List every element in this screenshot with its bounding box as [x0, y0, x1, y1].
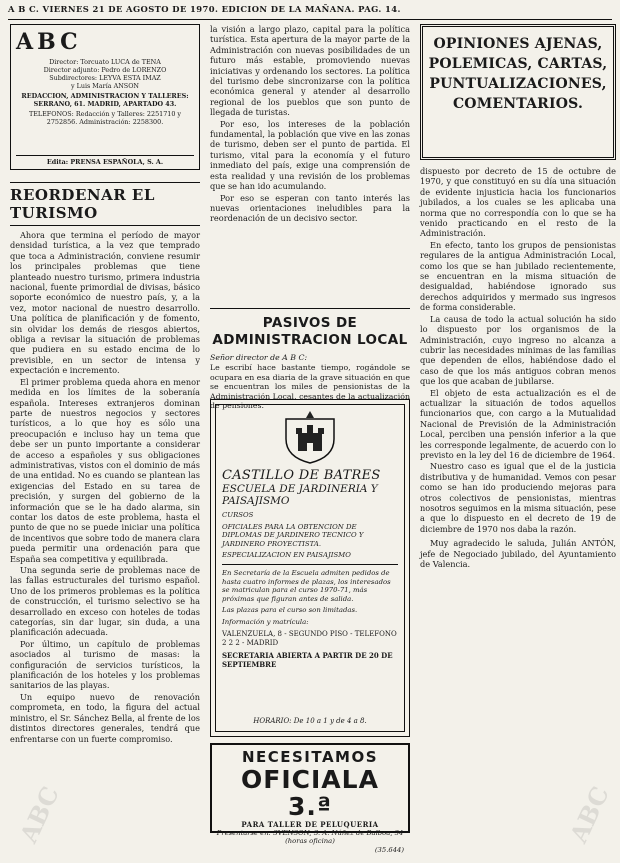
- director-line: Director: Torcuato LUCA de TENA: [49, 58, 161, 66]
- necesitamos-subtitle: PARA TALLER DE PELUQUERIA: [241, 820, 379, 829]
- right-paragraph: Nuestro caso es igual que el de la justicia distributiva y de humanidad. Vemos con pesar como se han ido produciendo mejoras para otros colectivos de pensionistas, mientras nosotros seguimos en la misma situación, pese a que lo dispuesto en el decreto de 19 de diciembre de 1970 nos daba la razón.: [420, 461, 616, 534]
- middle-column: [210, 24, 410, 859]
- page-header: A B C. VIERNES 21 DE AGOSTO DE 1970. EDICION DE LA MAÑANA. PAG. 14.: [8, 4, 401, 14]
- opinion-line: OPINIONES AJENAS,: [433, 36, 603, 52]
- necesitamos-contact: Presentarse en: SVENSON, S. A. Núñez de Balboa, 34 (horas oficina): [216, 829, 404, 846]
- batres-divider: [222, 564, 398, 565]
- masthead-staff: [16, 58, 194, 126]
- necesitamos-advertisement: [210, 743, 410, 854]
- necesitamos-position: OFICIALA 3.ª: [241, 765, 379, 821]
- batres-name: CASTILLO DE BATRES: [222, 468, 381, 483]
- pasivos-title: PASIVOS DE ADMINISTRACION LOCAL: [212, 315, 408, 348]
- batres-subtitle: ESCUELA DE JARDINERIA Y PAISAJISMO: [222, 483, 378, 507]
- mid-paragraph: Por eso se esperan con tanto interés las nuevas orientaciones ineludibles para la reordenación de un decisivo sector.: [210, 192, 410, 224]
- batres-plazas: Las plazas para el curso son limitadas.: [222, 606, 358, 615]
- batres-course-2: ESPECIALIZACION EN PAISAJISMO: [222, 551, 351, 560]
- left-article-body: [10, 230, 200, 744]
- batres-advertisement: [210, 399, 410, 737]
- subdirector-line-3: y Luis María ANSON: [70, 82, 140, 90]
- batres-hours: HORARIO: De 10 a 1 y de 4 a 8.: [253, 717, 367, 725]
- right-article-body: [420, 166, 616, 569]
- batres-address: VALENZUELA, 8 - SEGUNDO PISO - TELEFONO 2 2 2 - MADRID: [222, 629, 397, 647]
- batres-ad-inner: [215, 404, 405, 732]
- header-rule: [8, 19, 612, 20]
- left-column: [10, 24, 200, 859]
- masthead-title: ABC: [16, 29, 82, 55]
- subdirector-line: Director adjunto: Pedro de LORENZO: [43, 66, 167, 74]
- left-paragraph: Una segunda serie de problemas nace de las fallas estructurales del turismo español. Uno de los primeros problemas es la política de construcción, el turismo selectivo se ha desarrollado en exceso con hoteles de todas categorías, sin dar lugar, sin duda, a una planificación adecuada.: [10, 565, 200, 638]
- necesitamos-title: NECESITAMOS: [241, 748, 379, 766]
- left-paragraph: Un equipo nuevo de renovación comprometa, en todo, la figura del actual ministro, el Sr. Sánchez Bella, al frente de los distintos directores generales, tendrá que enfrentarse con un fuerte compromiso.: [10, 691, 200, 744]
- right-paragraph: La causa de todo la actual solución ha sido lo dispuesto por los organismos de la Administración, cuyo ingreso no alcanza a cubrir las necesidades mínimas de las familias que dependen de ellos, habiéndose dado el caso de que los más antiguos cobran menos que los que acaban de jubilarse.: [420, 313, 616, 387]
- castle-crest-icon: [280, 409, 340, 465]
- abc-watermark: ABC: [13, 781, 65, 848]
- subdirector-line-2: Subdirectores: LEYVA ESTA IMAZ: [49, 74, 161, 82]
- necesitamos-ref: (35.644): [374, 845, 404, 854]
- batres-secretaria: SECRETARIA ABIERTA A PARTIR DE 20 DE SEPTIEMBRE: [222, 650, 393, 669]
- batres-info: En Secretaría de la Escuela admiten pedidos de hasta cuatro informes de plazas, los interesados se matriculan para el curso 1970-71, más próximas que figuran antes de salida.: [222, 568, 391, 603]
- batres-course-1: OFICIALES PARA LA OBTENCION DE DIPLOMAS DE JARDINERO TECNICO Y JARDINERO PROYECTISTA.: [222, 522, 364, 548]
- right-column: [420, 24, 616, 859]
- left-paragraph: Ahora que termina el período de mayor densidad turística, a la vez que temprado que toca a Administración, conviene resumir los principales problemas que tiene planteado nuestro turismo, primera industria nacional, fuente primordial de divisas, básico soporte económico de nuestro país, y, a la vez, motor nacional de nuestro desarrollo. Una política de planificación y de fomento, sin olvidar los demás de riesgos abiertos, obliga a revisar la situación de problemas que pudiera en su estado encima de lo previsible, en un sector de intensa y expectación e incremento.: [10, 230, 200, 376]
- opinion-line: COMENTARIOS.: [452, 96, 584, 112]
- opinion-line: PUNTUALIZACIONES,: [429, 76, 607, 92]
- address-line: REDACCION, ADMINISTRACION Y TALLERES: SERRANO, 61. MADRID, APARTADO 43.: [21, 92, 189, 108]
- abc-watermark: ABC: [563, 781, 615, 848]
- batres-courses-label: CURSOS: [222, 511, 254, 519]
- pasivos-section: [210, 308, 410, 411]
- left-paragraph: El primer problema queda ahora en menor medida en los límites de la soberanía española. Intereses extranjeros dominan parte de nuestros negocios y sectores turísticos, a lo que hoy es sólo una preocupación e incluso hay un tema que debe ser un punto importante a considerar de acceso a españoles y sus obligaciones administrativas, vistos con el dominio de más de una entidad. No es cuando se plantean las exigencias del Estado en su tarea de precisión, y surgen del gobierno de la información que se le ha dado alarma, sin contar los datos de este problema, hasta el punto de que no se puede iniciar una política de incentivos que sobre todo de manera clara pueda permitir una ordenación para que España sea competitiva y equilibrada.: [10, 376, 200, 564]
- right-paragraph: dispuesto por decreto de 15 de octubre de 1970, y que constituyó en su día una situación de evidente injusticia hacia los funcionarios jubilados, a los cuales se les aplicaba una norma que no correspondía con lo que se ha venido practicando en el resto de la Administración.: [420, 166, 616, 239]
- mid-article-body: [210, 24, 410, 306]
- phones-line: TELEFONOS: Redacción y Talleres: 2251710 y 2752856. Administración: 2258300.: [28, 110, 182, 126]
- pasivos-salute: Señor director de A B C:: [210, 353, 308, 362]
- mid-paragraph: Por eso, los intereses de la población fundamental, la población que vive en las zonas de turismo, deben ser el punto de partida. El turismo, vital para la economía y el futuro inmediato del país, exige una comprensión de esta realidad y una revisión de los problemas que se han ido acumulando.: [210, 118, 410, 192]
- mid-paragraph: la visión a largo plazo, capital para la política turística. Esta apertura de la mayor parte de la Administración con nuevas posibilidades de un futuro más estable, promoviendo nuevas iniciativas y ordenando los sectores. La política del turismo debe sincronizarse con la política económica general y atender al desarrollo regional de los pueblos que son punto de llegada de turistas.: [210, 24, 410, 118]
- opinion-box: [420, 24, 616, 160]
- opinion-line: POLEMICAS, CARTAS,: [428, 56, 608, 72]
- masthead-box: [10, 24, 200, 170]
- printer-line: Edita: PRENSA ESPAÑOLA, S. A.: [16, 155, 194, 166]
- pasivos-intro: [210, 353, 410, 411]
- right-paragraph: En efecto, tanto los grupos de pensionistas regulares de la antigua Administración Local, como los que se han jubilado recientemente, se encuentran en la misma situación de desigualdad, habiéndose ignorado sus derechos adquiridos y mermado sus ingresos de forma considerable.: [420, 239, 616, 313]
- left-paragraph: Por último, un capítulo de problemas asociados al turismo de masas: la configuración de servicios turísticos, la planificación de los hoteles y los problemas sanitarios de las playas.: [10, 638, 200, 691]
- batres-address-label: Información y matrícula:: [222, 617, 309, 626]
- left-headline: REORDENAR EL TURISMO: [10, 182, 200, 226]
- right-signoff: Muy agradecido le saluda, Julián ANTÓN, jefe de Negociado jubilado, del Ayuntamiento de Valencia.: [420, 538, 616, 570]
- right-paragraph: El objeto de esta actualización es el de actualizar la situación de todos aquellos funcionarios que, con cargo a la Mutualidad Nacional de Previsión de la Administración Local, perciben una pensión inferior a la que les corresponde legalmente, de acuerdo con lo previsto en la ley del 16 de diciembre de 1964.: [420, 387, 616, 460]
- pasivos-body: Le escribí hace bastante tiempo, rogándole se ocupara en esa diaria de la grave situación en que se encuentran los miles de pensionistas de la Administración Local, cesantes de la actualización de pensiones.: [210, 363, 410, 411]
